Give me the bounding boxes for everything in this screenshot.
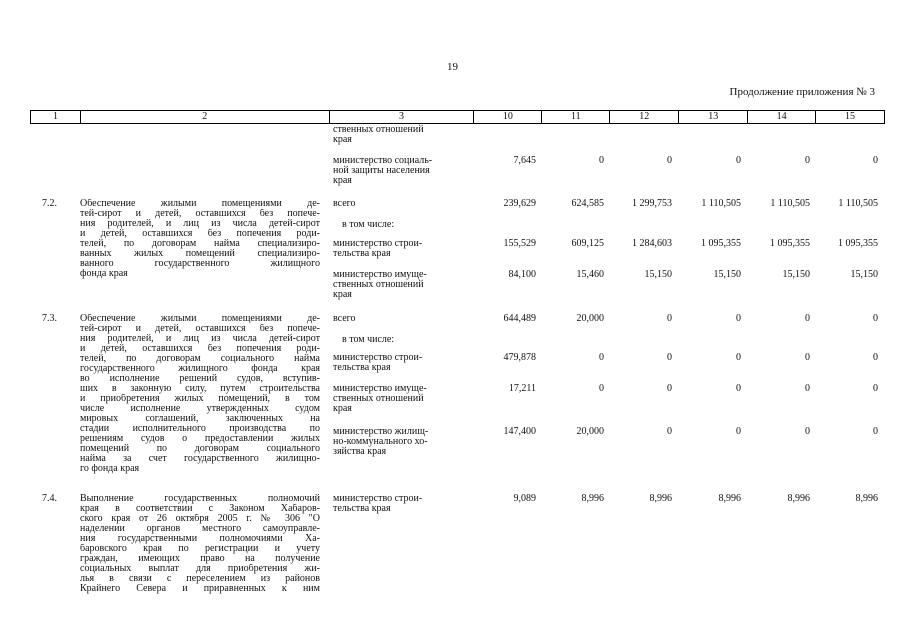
row-number-7-3: 7.3.: [42, 313, 57, 324]
executor-line: ственных отношений: [333, 279, 424, 290]
value-cell: 0: [736, 352, 741, 363]
value-cell: 15,150: [850, 269, 878, 280]
description-line: ших в законную силу, путем строительства: [80, 384, 320, 394]
value-cell: 0: [599, 352, 604, 363]
description-line: во исполнение решений судов, вступив-: [80, 374, 320, 384]
value-cell: 0: [599, 383, 604, 394]
value-cell: 20,000: [576, 426, 604, 437]
header-col-10: 10: [474, 111, 542, 123]
value-cell: 0: [736, 313, 741, 324]
value-cell: 155,529: [503, 238, 536, 249]
header-col-3: 3: [330, 111, 475, 123]
description-line: социальных выплат для приобретения жи-: [80, 564, 320, 574]
description-line: ванного государственного жилищного: [80, 259, 320, 269]
value-cell: 0: [873, 383, 878, 394]
executor-property: [333, 384, 427, 414]
executor-line: министерство имуще-: [333, 383, 427, 394]
description-line: тей-сирот и детей, оставшихся без попече-: [80, 209, 320, 219]
description-line: го фонда края: [80, 464, 140, 474]
executor-line: ной защиты населения: [333, 165, 430, 176]
description-line: Обеспечение жилыми помещениями де-: [80, 199, 320, 209]
value-cell: 8,996: [855, 493, 878, 504]
value-cell: 1 299,753: [632, 198, 672, 209]
executor-line: края: [333, 175, 352, 186]
value-cell: 0: [667, 313, 672, 324]
description-line: лья в связи с переселением из районов: [80, 574, 320, 584]
page-number: 19: [447, 61, 458, 73]
row-number-7-2: 7.2.: [42, 198, 57, 209]
value-cell: 0: [667, 352, 672, 363]
description-line: телей, по договорам социального найма: [80, 354, 320, 364]
value-cell: 0: [736, 155, 741, 166]
executor-line: ственных отношений: [333, 393, 424, 404]
value-cell: 7,645: [513, 155, 536, 166]
value-cell: 8,996: [787, 493, 810, 504]
value-cell: 644,489: [503, 313, 536, 324]
value-cell: 15,150: [713, 269, 741, 280]
executor-line: министерство строи-: [333, 238, 423, 249]
description-line: и детей, оставшихся без попечения роди-: [80, 229, 320, 239]
value-cell: 0: [599, 155, 604, 166]
description-line: числе исполнение утвержденных судом: [80, 404, 320, 414]
description-line: баровского края по регистрации и учету: [80, 544, 320, 554]
row-7-4-description: [80, 494, 320, 594]
value-cell: 17,211: [508, 383, 536, 394]
description-line: и приобретения жилых помещений, в том: [80, 394, 320, 404]
header-col-2: 2: [81, 111, 330, 123]
description-line: найма за счет государственного жилищно-: [80, 454, 320, 464]
executor-line: края: [333, 289, 352, 300]
value-cell: 479,878: [503, 352, 536, 363]
value-cell: 15,150: [782, 269, 810, 280]
value-cell: 8,996: [718, 493, 741, 504]
value-cell: 0: [667, 383, 672, 394]
table-header: [30, 110, 885, 124]
value-cell: 15,460: [576, 269, 604, 280]
total-label: всего: [333, 198, 356, 209]
value-cell: 84,100: [508, 269, 536, 280]
value-cell: 0: [736, 383, 741, 394]
value-cell: 624,585: [571, 198, 604, 209]
executor-construction: [333, 494, 422, 514]
executor-line: но-коммунального хо-: [333, 436, 428, 447]
description-line: края в соответствии с Законом Хабаров-: [80, 504, 320, 514]
value-cell: 1 110,505: [770, 198, 810, 209]
row-7-2-description: [80, 199, 320, 279]
value-cell: 147,400: [503, 426, 536, 437]
executor-line: края: [333, 403, 352, 414]
description-line: фонда края: [80, 269, 128, 279]
executor-line: министерство имуще-: [333, 269, 427, 280]
description-line: решениям судов о предоставлении жилых: [80, 434, 320, 444]
row-7-3-description: [80, 314, 320, 474]
total-label: всего: [333, 313, 356, 324]
continuation-label: Продолжение приложения № 3: [729, 86, 875, 98]
value-cell: 609,125: [571, 238, 604, 249]
executor-line: министерство строи-: [333, 352, 423, 363]
executor-construction: [333, 353, 422, 373]
description-line: Крайнего Севера и приравненных к ним: [80, 584, 320, 594]
value-cell: 0: [667, 155, 672, 166]
executor-construction: [333, 239, 422, 259]
executor-line: зяйства края: [333, 446, 387, 457]
executor-property: [333, 270, 427, 300]
description-line: ского края от 26 октября 2005 г. № 306 "О: [80, 514, 320, 524]
row-number-7-4: 7.4.: [42, 493, 57, 504]
value-cell: 1 095,355: [770, 238, 810, 249]
executor-line: министерство социаль-: [333, 155, 433, 166]
value-cell: 0: [805, 383, 810, 394]
executor-line: края: [333, 134, 352, 145]
description-line: помещений по договорам социального: [80, 444, 320, 454]
description-line: ванных жилых помещений специализиро-: [80, 249, 320, 259]
description-line: мировых соглашений, заключенных на: [80, 414, 320, 424]
executor-line: министерство строи-: [333, 493, 423, 504]
value-cell: 0: [873, 426, 878, 437]
executor-fragment: [333, 125, 424, 145]
header-col-11: 11: [542, 111, 610, 123]
header-col-13: 13: [679, 111, 748, 123]
value-cell: 0: [873, 313, 878, 324]
description-line: ния государственными полномочиями Ха-: [80, 534, 320, 544]
value-cell: 0: [805, 426, 810, 437]
description-line: ния родителей, и лиц из числа детей-сирот: [80, 334, 320, 344]
value-cell: 0: [873, 352, 878, 363]
value-cell: 1 110,505: [838, 198, 878, 209]
description-line: наделении органов местного самоуправле-: [80, 524, 320, 534]
value-cell: 0: [667, 426, 672, 437]
value-cell: 20,000: [576, 313, 604, 324]
executor-social: [333, 156, 432, 186]
value-cell: 239,629: [503, 198, 536, 209]
value-cell: 0: [873, 155, 878, 166]
including-label: в том числе:: [342, 219, 395, 230]
value-cell: 0: [805, 313, 810, 324]
value-cell: 8,996: [581, 493, 604, 504]
description-line: граждан, имеющих право на получение: [80, 554, 320, 564]
description-line: тей-сирот и детей, оставшихся без попече-: [80, 324, 320, 334]
executor-line: ственных отношений: [333, 124, 424, 135]
value-cell: 9,089: [513, 493, 536, 504]
description-line: стадии исполнительного производства по: [80, 424, 320, 434]
value-cell: 1 095,355: [701, 238, 741, 249]
header-col-1: 1: [31, 111, 81, 123]
value-cell: 8,996: [649, 493, 672, 504]
description-line: и детей, оставшихся без попечения роди-: [80, 344, 320, 354]
executor-line: тельства края: [333, 503, 391, 514]
value-cell: 1 284,603: [632, 238, 672, 249]
value-cell: 1 110,505: [701, 198, 741, 209]
value-cell: 0: [805, 155, 810, 166]
description-line: государственного жилищного фонда края: [80, 364, 320, 374]
value-cell: 1 095,355: [838, 238, 878, 249]
description-line: телей, по договорам найма специализиро-: [80, 239, 320, 249]
description-line: Обеспечение жилыми помещениями де-: [80, 314, 320, 324]
value-cell: 15,150: [644, 269, 672, 280]
executor-line: тельства края: [333, 248, 391, 259]
header-col-12: 12: [610, 111, 679, 123]
value-cell: 0: [736, 426, 741, 437]
including-label: в том числе:: [342, 334, 395, 345]
executor-housing-utilities: [333, 427, 428, 457]
header-col-14: 14: [748, 111, 816, 123]
value-cell: 0: [805, 352, 810, 363]
header-col-15: 15: [816, 111, 885, 123]
executor-line: тельства края: [333, 362, 391, 373]
executor-line: министерство жилищ-: [333, 426, 429, 437]
description-line: ния родителей, и лиц из числа детей-сирот: [80, 219, 320, 229]
description-line: Выполнение государственных полномочий: [80, 494, 320, 504]
